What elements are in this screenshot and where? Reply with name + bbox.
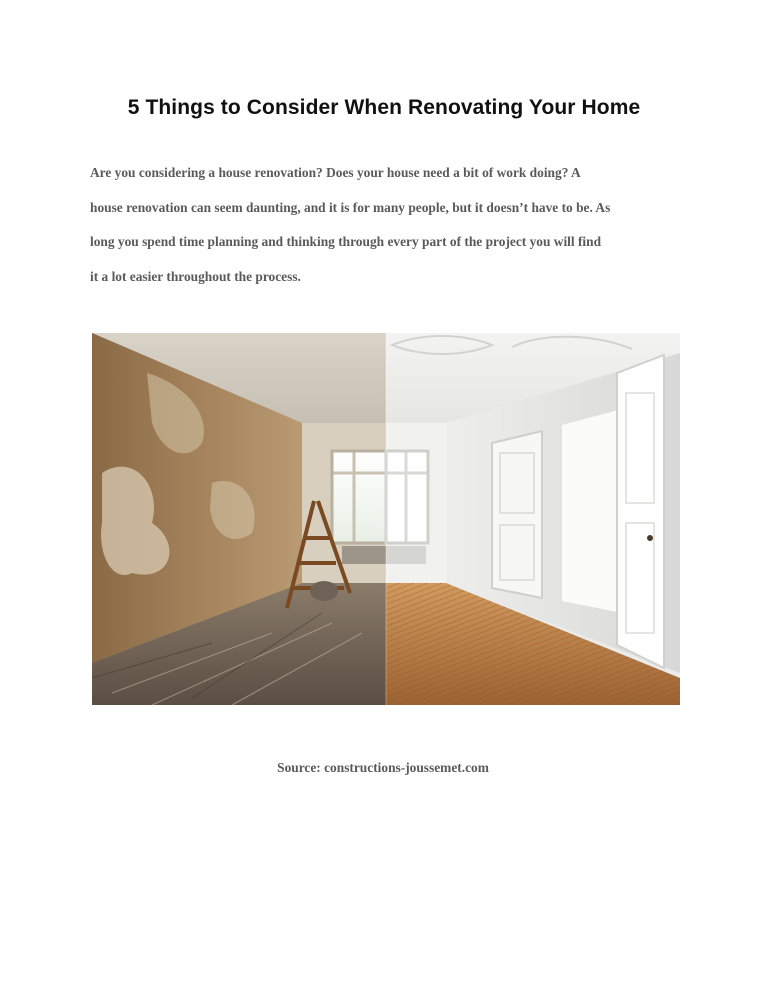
page-title: 5 Things to Consider When Renovating Your Home [127,96,641,119]
after-half [386,333,680,705]
before-half [92,333,386,705]
intro-line: long you spend time planning and thinking through every part of the project you will find [90,234,602,249]
intro-paragraph [90,156,690,294]
intro-line: Are you considering a house renovation? Does your house need a bit of work doing? A [90,165,581,180]
image-source-caption: Source: constructions-joussemet.com [277,760,489,775]
before-after-renovation-photo [92,333,680,705]
intro-line: house renovation can seem daunting, and it is for many people, but it doesn’t have to be. As [90,199,611,215]
intro-line: it a lot easier throughout the process. [90,268,301,284]
room-illustration [92,333,680,705]
